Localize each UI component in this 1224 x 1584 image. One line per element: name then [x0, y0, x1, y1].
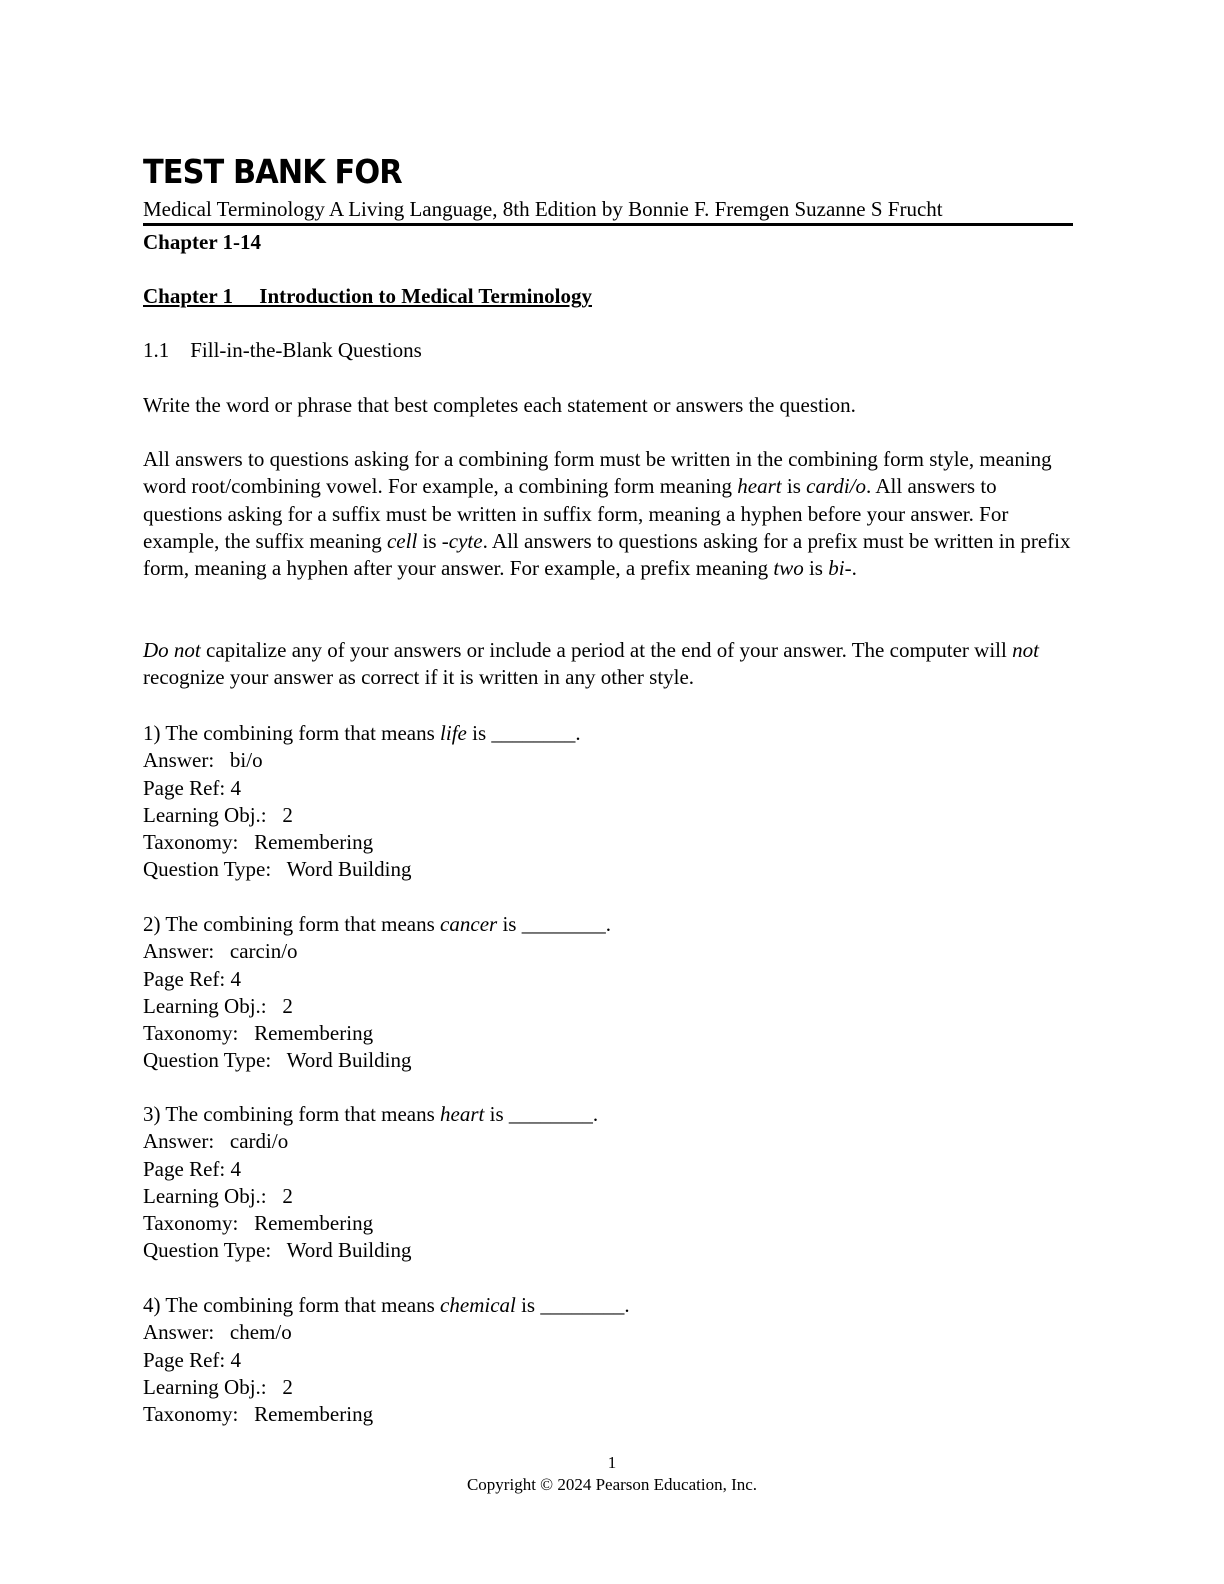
instructions-style: Do not capitalize any of your answers or include a period at the end of your answer. The computer will not recognize your answer as correct if it is written in any other style.: [143, 638, 1039, 690]
learning-obj: Learning Obj.: 2: [143, 802, 293, 827]
taxonomy: Taxonomy: Remembering: [143, 1021, 374, 1046]
question-item: [143, 720, 581, 884]
question-item: [143, 1101, 598, 1265]
book-subtitle: Medical Terminology A Living Language, 8th Edition by Bonnie F. Fremgen Suzanne S Frucht: [143, 196, 1073, 226]
answer: Answer: carcin/o: [143, 939, 298, 964]
question-text: 2) The combining form that means cancer is ________.: [143, 912, 611, 936]
learning-obj: Learning Obj.: 2: [143, 993, 293, 1018]
answer: Answer: chem/o: [143, 1320, 292, 1345]
question-type: Question Type: Word Building: [143, 857, 412, 882]
page-ref: Page Ref: 4: [143, 966, 241, 991]
question-type: Question Type: Word Building: [143, 1048, 412, 1073]
page-ref: Page Ref: 4: [143, 1347, 241, 1372]
answer: Answer: cardi/o: [143, 1129, 289, 1154]
chapter-range: Chapter 1-14: [143, 230, 262, 254]
taxonomy: Taxonomy: Remembering: [143, 1402, 374, 1427]
question-item: [143, 1292, 630, 1428]
page-ref: Page Ref: 4: [143, 1156, 241, 1181]
answer: Answer: bi/o: [143, 748, 263, 773]
question-text: 4) The combining form that means chemical is ________.: [143, 1293, 630, 1317]
taxonomy: Taxonomy: Remembering: [143, 830, 374, 855]
document-title: TEST BANK FOR: [143, 152, 402, 191]
taxonomy: Taxonomy: Remembering: [143, 1211, 374, 1236]
question-item: [143, 911, 611, 1075]
copyright: Copyright © 2024 Pearson Education, Inc.: [466, 1475, 758, 1494]
page-number: 1: [607, 1453, 617, 1472]
learning-obj: Learning Obj.: 2: [143, 1374, 293, 1399]
page-ref: Page Ref: 4: [143, 775, 241, 800]
instructions-intro: Write the word or phrase that best completes each statement or answers the question.: [143, 393, 856, 417]
section-heading: 1.1 Fill-in-the-Blank Questions: [143, 338, 422, 362]
question-text: 1) The combining form that means life is ________.: [143, 721, 581, 745]
chapter-heading: Chapter 1 Introduction to Medical Terminology: [143, 284, 592, 308]
learning-obj: Learning Obj.: 2: [143, 1183, 293, 1208]
instructions-format: All answers to questions asking for a combining form must be written in the combining form style, meaning word root/combining vowel. For example, a combining form meaning heart is cardi/o. All answers to questions asking for a suffix must be written in suffix form, meaning a hyphen before your answer. For example, the suffix meaning cell is -cyte. All answers to questions asking for a prefix must be written in prefix form, meaning a hyphen after your answer. For example, a prefix meaning two is bi-.: [143, 447, 1071, 581]
question-text: 3) The combining form that means heart is ________.: [143, 1102, 599, 1126]
question-type: Question Type: Word Building: [143, 1238, 412, 1263]
